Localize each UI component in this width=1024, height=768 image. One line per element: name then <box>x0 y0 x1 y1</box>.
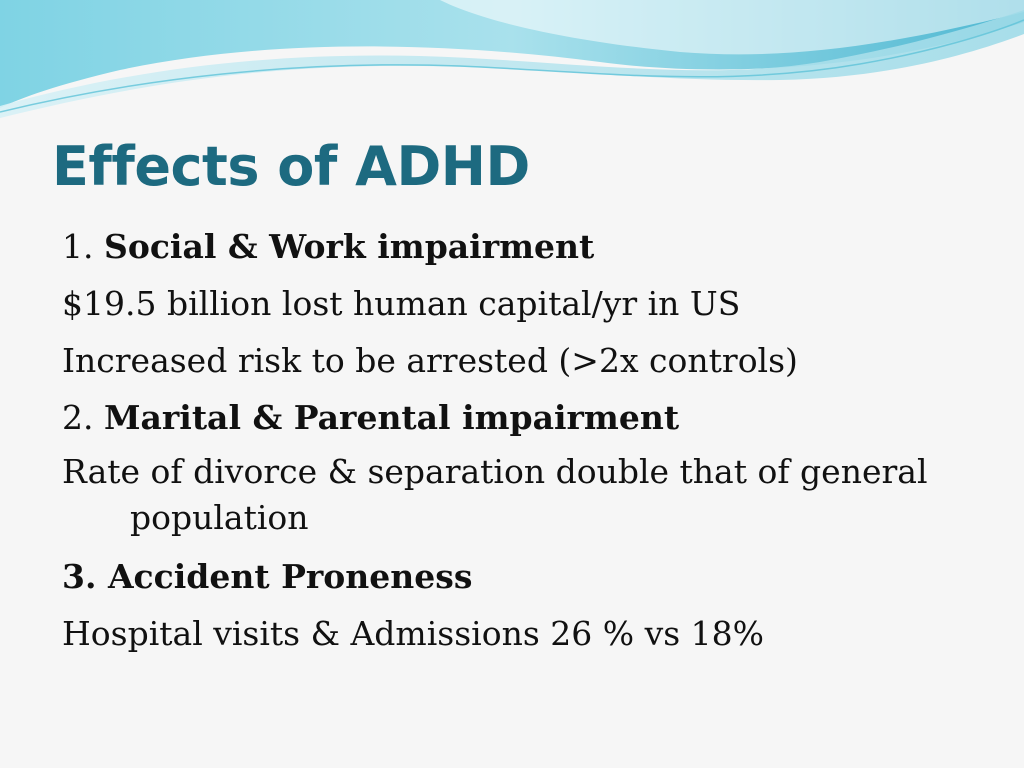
slide-body <box>62 221 962 665</box>
body-line-divorce-rate: Rate of divorce & separation double that of general population <box>62 452 928 537</box>
body-line-hospital-visits: Hospital visits & Admissions 26 % vs 18% <box>62 614 764 653</box>
body-line-human-capital: $19.5 billion lost human capital/yr in US <box>62 284 741 323</box>
section-heading-social-work <box>62 221 962 278</box>
section-heading-text: Social & Work impairment <box>103 227 595 266</box>
section-number: 2. <box>62 398 104 437</box>
section-heading-text: Marital & Parental impairment <box>103 398 680 437</box>
decorative-wave-header <box>0 0 1024 130</box>
section-number: 3. <box>62 557 108 596</box>
section-heading-marital-parental <box>62 392 962 449</box>
slide-title: Effects of ADHD <box>52 135 530 198</box>
section-number: 1. <box>62 227 104 266</box>
section-heading-accident-proneness <box>62 551 962 608</box>
body-line-arrest-risk: Increased risk to be arrested (>2x controls) <box>62 341 798 380</box>
section-heading-text: Accident Proneness <box>107 557 473 596</box>
